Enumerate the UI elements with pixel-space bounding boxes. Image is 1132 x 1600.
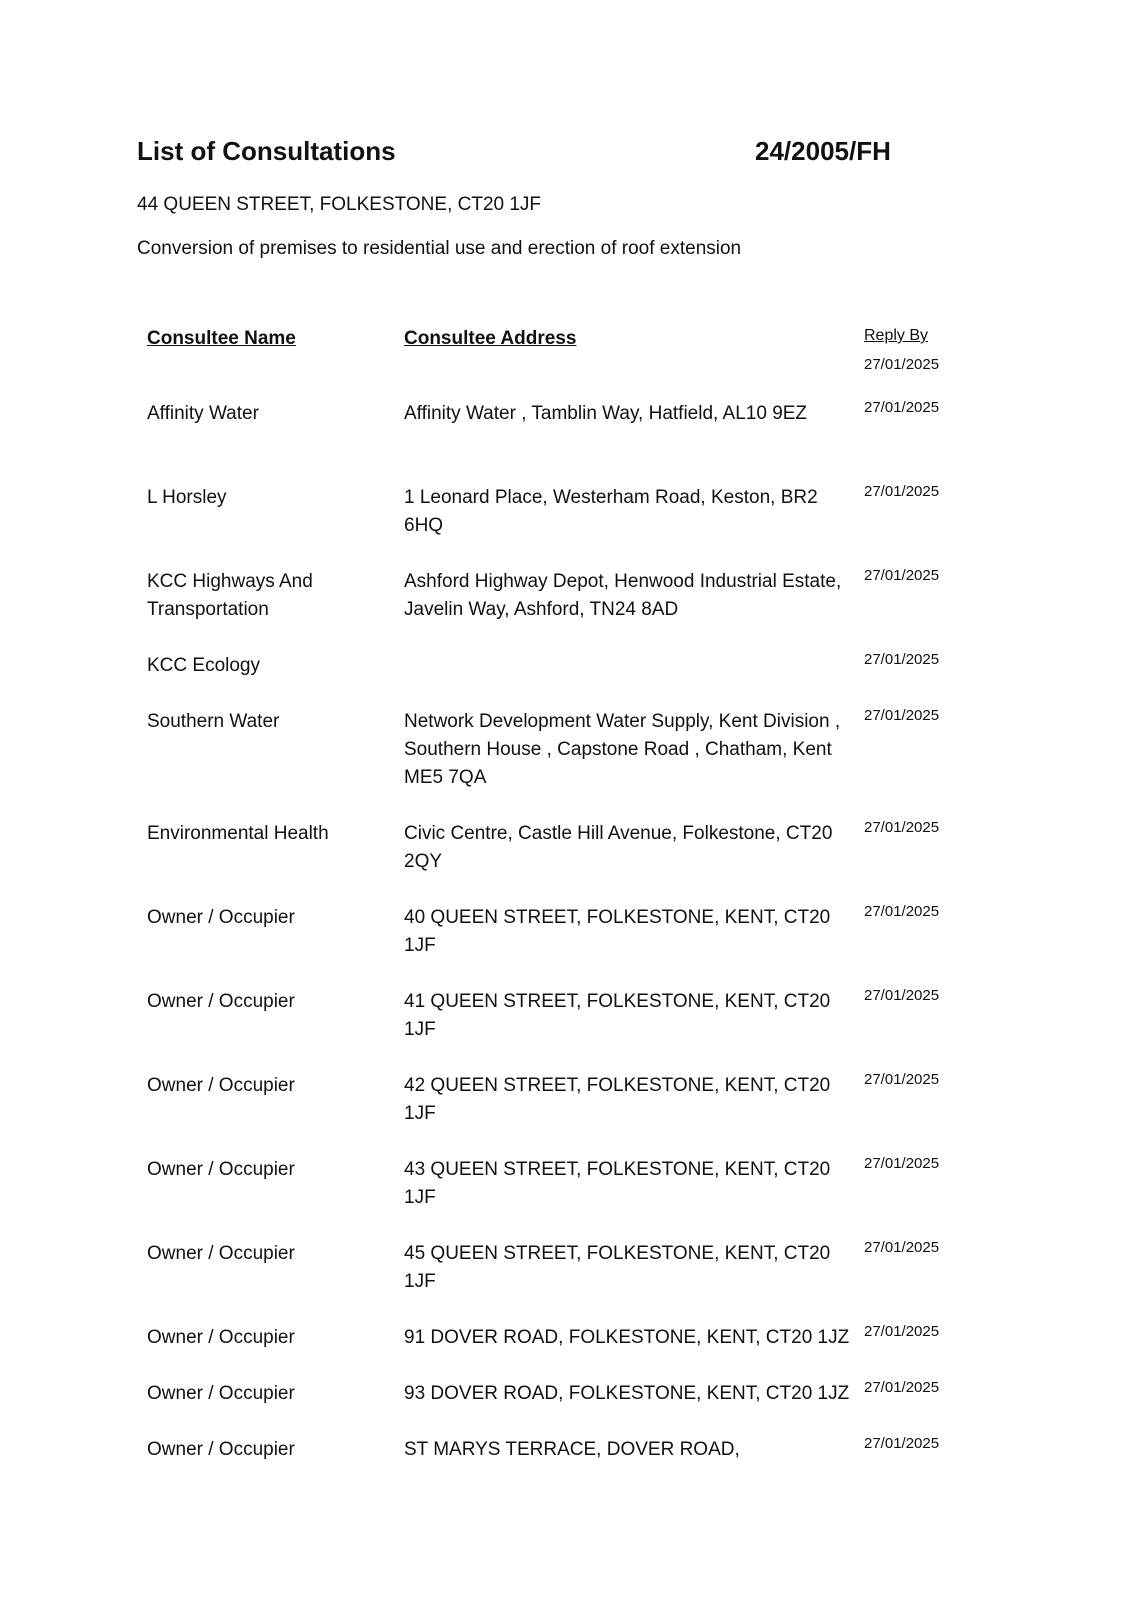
consultee-name: Owner / Occupier xyxy=(147,1327,295,1348)
reply-by-date: 27/01/2025 xyxy=(864,1379,940,1396)
consultee-address: 45 QUEEN STREET, FOLKESTONE, KENT, CT20 1JF xyxy=(404,1243,831,1292)
reply-by-date: 27/01/2025 xyxy=(864,903,940,920)
consultee-name: Owner / Occupier xyxy=(147,1383,295,1404)
consultee-name: Southern Water xyxy=(147,711,280,732)
consultee-address: Civic Centre, Castle Hill Avenue, Folkestone, CT20 2QY xyxy=(404,823,833,872)
consultee-address: 41 QUEEN STREET, FOLKESTONE, KENT, CT20 1JF xyxy=(404,991,831,1040)
consultee-address: Network Development Water Supply, Kent Division , Southern House , Capstone Road , Chatham, Kent ME5 7QA xyxy=(404,711,841,788)
consultee-name: Affinity Water xyxy=(147,403,259,424)
column-header-consultee-name: Consultee Name xyxy=(147,328,296,349)
consultee-address: 1 Leonard Place, Westerham Road, Keston, BR2 6HQ xyxy=(404,487,818,536)
consultee-name: KCC Highways And Transportation xyxy=(147,571,313,620)
reply-by-date: 27/01/2025 xyxy=(864,567,940,584)
reply-by-date: 27/01/2025 xyxy=(864,1155,940,1172)
reply-by-date: 27/01/2025 xyxy=(864,1239,940,1256)
consultee-address: ST MARYS TERRACE, DOVER ROAD, xyxy=(404,1439,740,1460)
consultee-name: Owner / Occupier xyxy=(147,907,295,928)
consultee-name: L Horsley xyxy=(147,487,227,508)
consultee-name: Owner / Occupier xyxy=(147,1159,295,1180)
consultee-name: Environmental Health xyxy=(147,823,329,844)
proposal-description: Conversion of premises to residential use and erection of roof extension xyxy=(137,238,742,259)
reply-by-date: 27/01/2025 xyxy=(864,399,940,416)
consultee-address: Ashford Highway Depot, Henwood Industrial Estate, Javelin Way, Ashford, TN24 8AD xyxy=(404,571,842,620)
reply-by-date: 27/01/2025 xyxy=(864,987,940,1004)
consultee-name: Owner / Occupier xyxy=(147,1243,295,1264)
page-title: List of Consultations xyxy=(137,136,396,166)
reply-by-date: 27/01/2025 xyxy=(864,819,940,836)
reply-by-date: 27/01/2025 xyxy=(864,707,940,724)
consultee-name: Owner / Occupier xyxy=(147,1439,295,1460)
reply-by-date: 27/01/2025 xyxy=(864,1323,940,1340)
consultee-name: KCC Ecology xyxy=(147,655,260,676)
consultee-address: 43 QUEEN STREET, FOLKESTONE, KENT, CT20 1JF xyxy=(404,1159,831,1208)
application-reference: 24/2005/FH xyxy=(755,136,891,166)
consultee-name: Owner / Occupier xyxy=(147,1075,295,1096)
consultee-address: 40 QUEEN STREET, FOLKESTONE, KENT, CT20 1JF xyxy=(404,907,831,956)
reply-by-date: 27/01/2025 xyxy=(864,651,940,668)
reply-by-date: 27/01/2025 xyxy=(864,483,940,500)
consultee-name: Owner / Occupier xyxy=(147,991,295,1012)
column-header-reply-by: Reply By xyxy=(864,327,929,344)
site-address: 44 QUEEN STREET, FOLKESTONE, CT20 1JF xyxy=(137,194,542,215)
column-header-consultee-address: Consultee Address xyxy=(404,328,577,349)
reply-by-header-date: 27/01/2025 xyxy=(864,356,940,373)
consultee-address: Affinity Water , Tamblin Way, Hatfield, AL10 9EZ xyxy=(404,403,808,424)
reply-by-date: 27/01/2025 xyxy=(864,1435,940,1452)
consultee-address: 42 QUEEN STREET, FOLKESTONE, KENT, CT20 1JF xyxy=(404,1075,831,1124)
reply-by-date: 27/01/2025 xyxy=(864,1071,940,1088)
consultee-address: 91 DOVER ROAD, FOLKESTONE, KENT, CT20 1JZ xyxy=(404,1327,850,1348)
consultee-address: 93 DOVER ROAD, FOLKESTONE, KENT, CT20 1JZ xyxy=(404,1383,850,1404)
